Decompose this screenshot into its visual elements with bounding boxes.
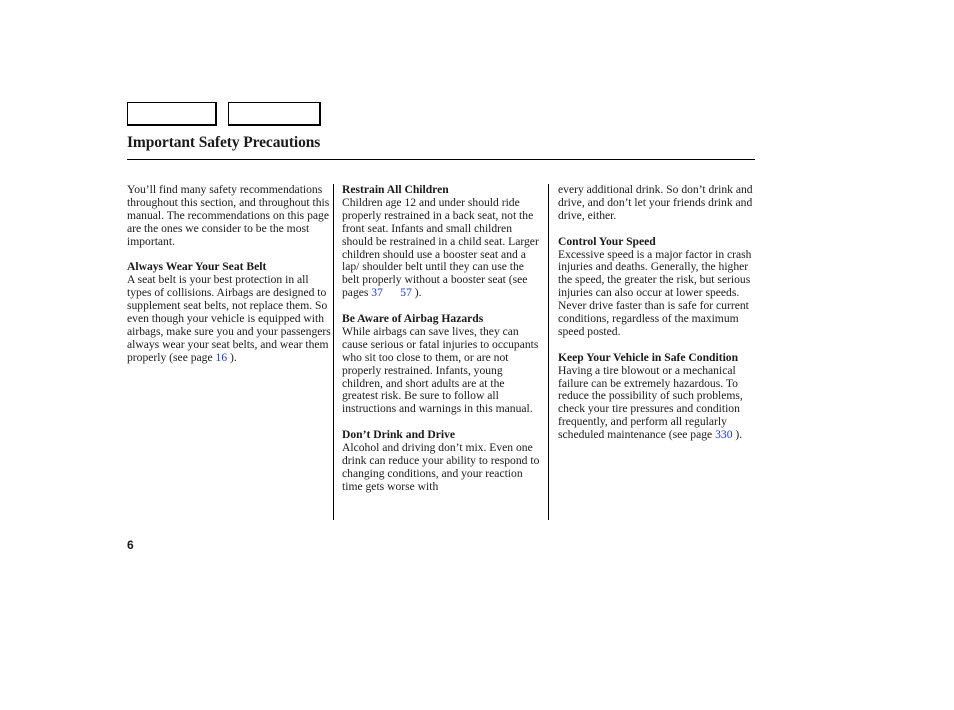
nav-button-next[interactable] — [228, 102, 321, 126]
section-body: While airbags can save lives, they can cause serious or fatal injuries to occupants who sit too close to them, or are not properly restrained. Infants, young children, and short adults are at the greatest risk. Be sure to follow all instructions and warnings in this manual. — [342, 324, 539, 416]
section-airbag — [342, 313, 542, 416]
section-body: Excessive speed is a major factor in crash injuries and deaths. Generally, the higher the speed, the greater the risk, but serious injuries can also occur at lower speeds. Never drive faster than is safe for current conditions, regardless of the maximum speed posted. — [558, 247, 752, 338]
section-body: A seat belt is your best protection in all types of collisions. Airbags are designed to supplement seat belts, not replace them. So even though your vehicle is equipped with airbags, make sure you and your passengers always wear your seat belts, and wear them properly (see page — [127, 273, 331, 364]
section-heading: Don’t Drink and Drive — [342, 428, 456, 442]
section-heading: Always Wear Your Seat Belt — [127, 260, 267, 274]
section-body: Children age 12 and under should ride properly restrained in a back seat, not the front seat. Infants and small children should be restrained in a child seat. Larger children should use a booster seat and a lap/ shoulder belt until they can use the belt properly without a booster seat (see pages — [342, 195, 539, 300]
page-link-330[interactable]: 330 — [715, 428, 733, 442]
page-link-37[interactable]: 37 — [371, 286, 383, 300]
page-title: Important Safety Precautions — [127, 134, 321, 151]
nav-button-previous[interactable] — [127, 102, 217, 126]
column-middle — [342, 184, 542, 494]
column-left — [127, 184, 332, 365]
section-heading: Control Your Speed — [558, 234, 656, 248]
section-tail: ). — [411, 286, 422, 300]
section-body: Having a tire blowout or a mechanical failure can be extremely hazardous. To reduce the possibility of such problems, check your tire pressures and condition frequently, and perform all regularly scheduled maintenance (see page — [558, 363, 743, 442]
section-tail: ). — [732, 428, 743, 442]
section-heading: Keep Your Vehicle in Safe Condition — [558, 350, 739, 364]
section-heading: Be Aware of Airbag Hazards — [342, 312, 484, 326]
section-children — [342, 184, 542, 300]
intro-paragraph: You’ll find many safety recommendations throughout this section, and throughout this manual. The recommendations on this page are the ones we consider to be the most important. — [127, 183, 330, 248]
section-heading: Restrain All Children — [342, 183, 449, 196]
page-link-57[interactable]: 57 — [400, 286, 412, 300]
section-tail: ). — [227, 350, 237, 364]
section-drink — [342, 429, 542, 494]
section-condition — [558, 352, 758, 442]
column-right — [558, 184, 758, 442]
page-link-16[interactable]: 16 — [215, 350, 228, 364]
section-seat-belt — [127, 261, 332, 364]
section-speed — [558, 236, 758, 339]
section-drink-continued: every additional drink. So don’t drink and drive, and don’t let your friends drink and drive, either. — [558, 183, 753, 222]
column-divider — [548, 184, 549, 520]
column-divider — [333, 184, 334, 520]
title-divider — [127, 159, 755, 160]
section-body: Alcohol and driving don’t mix. Even one drink can reduce your ability to respond to changing conditions, and your reaction time gets worse with — [342, 441, 540, 493]
page-number: 6 — [127, 538, 134, 552]
